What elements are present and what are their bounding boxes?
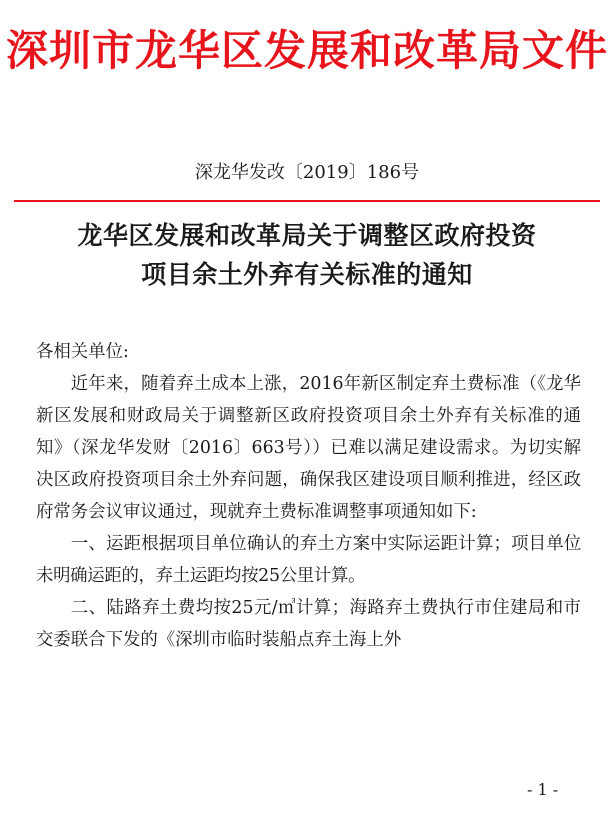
header-divider [14, 200, 600, 202]
document-number: 深龙华发改〔2019〕186号 [194, 162, 420, 183]
document-header-title: 深圳市龙华区发展和改革局文件 [5, 26, 608, 75]
paragraph-intro: 近年来，随着弃土成本上涨，2016年新区制定弃土费标准（《龙华新区发展和财政局关于调整新区政府投资项目余土外弃有关标准的通知》（深龙华发财〔2016〕663号））已难以满足建设需求。为切实解决区政府投资项目余土外弃问题，确保我区建设项目顺利推进，经区政府常务会议审议通过，现就弃土费标准调整事项通知如下: [36, 374, 581, 522]
paragraph-item-2: 二、陆路弃土费均按25元/㎥计算；海路弃土费执行市住建局和市交委联合下发的《深圳市临时装船点弃土海上外 [36, 598, 581, 650]
salutation: 各相关单位: [36, 342, 129, 362]
document-body [36, 336, 581, 656]
page-number: - 1 - [527, 780, 559, 799]
document-title-line-2: 项目余土外弃有关标准的通知 [141, 260, 473, 289]
paragraph-item-1: 一、运距根据项目单位确认的弃土方案中实际运距计算；项目单位未明确运距的，弃土运距均按25公里计算。 [36, 534, 581, 586]
document-title-line-1: 龙华区发展和改革局关于调整区政府投资 [77, 221, 537, 250]
